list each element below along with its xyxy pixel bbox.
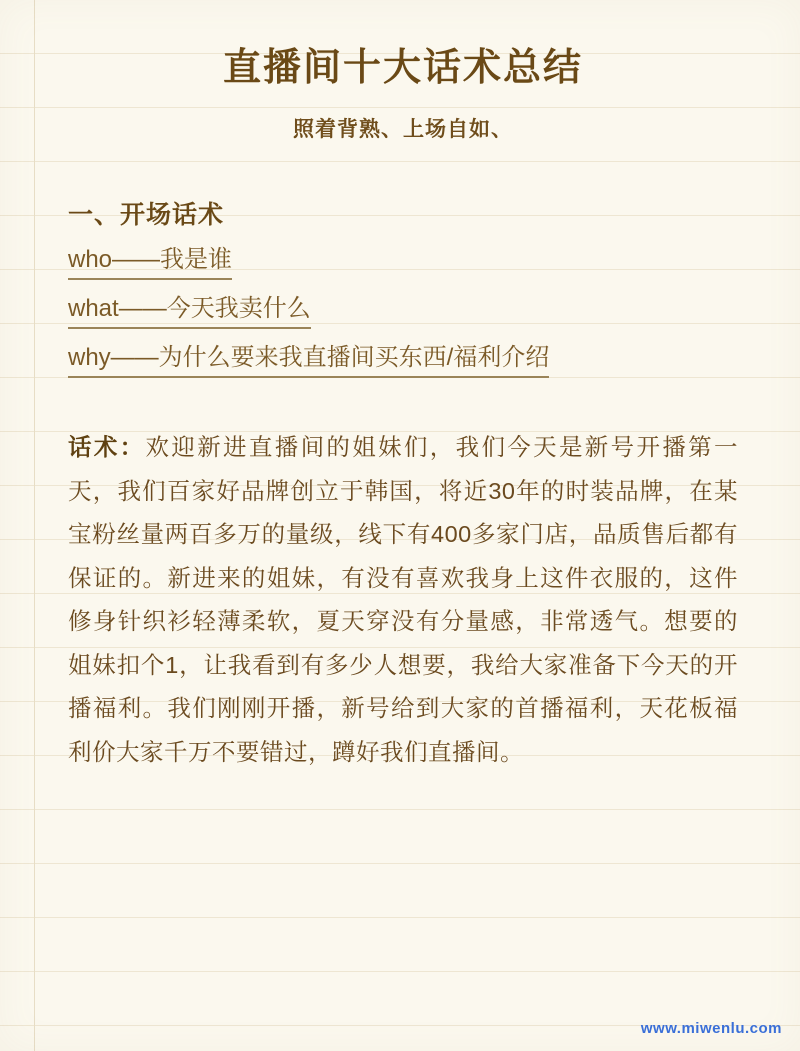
section-heading-opening-script: 一、开场话术 [68, 201, 225, 230]
list-item [68, 245, 738, 280]
formula-why: why——为什么要来我直播间买东西/福利介绍 [68, 343, 549, 378]
list-item [68, 294, 738, 329]
formula-list [68, 245, 738, 378]
script-body-text: 欢迎新进直播间的姐妹们，我们今天是新号开播第一天，我们百家好品牌创立于韩国，将近30年的时装品牌，在某宝粉丝量两百多万的量级，线下有400多家门店，品质售后都有保证的。新进来的姐妹，有没有喜欢我身上这件衣服的，这件修身针织衫轻薄柔软，夏天穿没有分量感，非常透气。想要的姐妹扣个1，让我看到有多少人想要，我给大家准备下今天的开播福利。我们刚刚开播，新号给到大家的首播福利，天花板福利价大家千万不要错过，蹲好我们直播间。 [68, 434, 739, 765]
formula-what: what——今天我卖什么 [68, 294, 311, 329]
list-item [68, 343, 738, 378]
script-label: 话术： [68, 434, 146, 461]
formula-who: who——我是谁 [68, 245, 232, 280]
script-paragraph [68, 426, 738, 774]
watermark: www.miwenlu.com [640, 1020, 782, 1037]
page-title: 直播间十大话术总结 [222, 47, 583, 89]
page-subtitle: 照着背熟、上场自如、 [293, 118, 513, 142]
